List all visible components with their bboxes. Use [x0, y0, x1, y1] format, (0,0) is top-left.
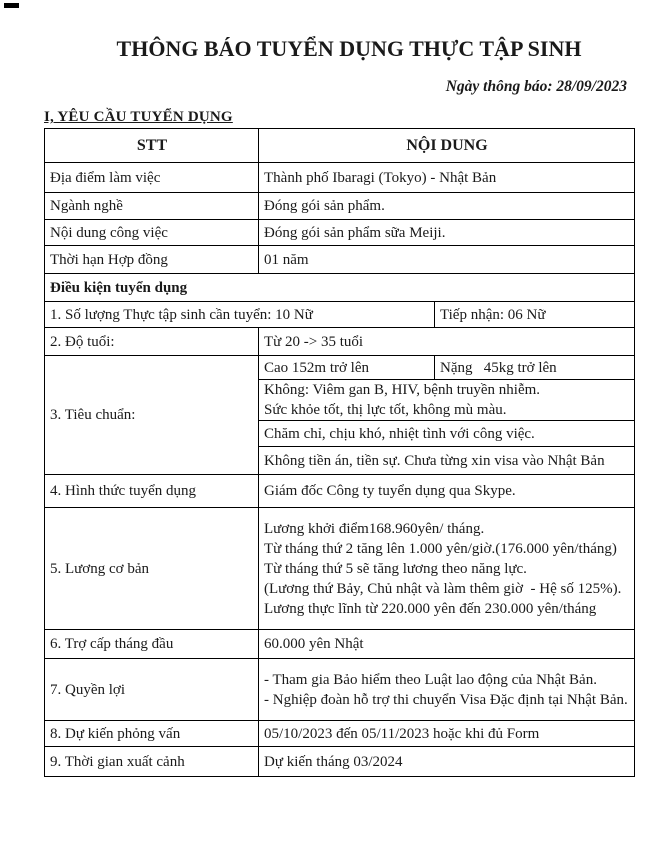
quyen-loi-line-1: - Tham gia Bảo hiểm theo Luật lao động của Nhật Bản.	[264, 671, 597, 688]
luong-line-5: Lương thực lĩnh từ 220.000 yên đến 230.000 yên/tháng	[264, 600, 597, 617]
row-value-luong	[259, 508, 635, 630]
quyen-loi-line-2: - Nghiệp đoàn hỗ trợ thi chuyển Visa Đặc định tại Nhật Bản.	[264, 691, 628, 708]
row-label-tieu-chuan: 3. Tiêu chuẩn:	[45, 356, 259, 475]
row-value-tien-an: Không tiền án, tiền sự. Chưa từng xin visa vào Nhật Bản	[259, 447, 635, 475]
row-value-dia-diem: Thành phố Ibaragi (Tokyo) - Nhật Bản	[259, 163, 635, 193]
row-label-so-luong: 1. Số lượng Thực tập sinh cần tuyển: 10 Nữ	[45, 302, 435, 328]
row-label-luong: 5. Lương cơ bản	[45, 508, 259, 630]
table-row	[45, 508, 635, 630]
section-heading-requirements: I, YÊU CẦU TUYỂN DỤNG	[44, 109, 233, 125]
table-row	[45, 747, 635, 777]
table-row	[45, 659, 635, 721]
row-value-cham-chi: Chăm chỉ, chịu khó, nhiệt tình với công việc.	[259, 421, 635, 447]
table-row	[45, 721, 635, 747]
table-row	[45, 475, 635, 508]
row-value-do-tuoi: Từ 20 -> 35 tuổi	[259, 328, 635, 356]
table-row	[45, 193, 635, 220]
row-value-noi-dung-cong-viec: Đóng gói sản phẩm sữa Meiji.	[259, 220, 635, 246]
luong-line-1: Lương khởi điểm168.960yên/ tháng.	[264, 520, 485, 537]
table-header-row	[45, 129, 635, 163]
row-label-hinh-thuc: 4. Hình thức tuyển dụng	[45, 475, 259, 508]
table-row	[45, 163, 635, 193]
luong-line-2: Từ tháng thứ 2 tăng lên 1.000 yên/giờ.(176.000 yên/tháng)	[264, 540, 617, 557]
table-row	[45, 220, 635, 246]
row-value-quyen-loi	[259, 659, 635, 721]
row-value-thoi-han: 01 năm	[259, 246, 635, 274]
suc-khoe-line-1: Không: Viêm gan B, HIV, bệnh truyền nhiễm.	[264, 382, 541, 398]
row-value-nganh-nghe: Đóng gói sản phẩm.	[259, 193, 635, 220]
row-value-suc-khoe	[259, 380, 635, 421]
subsection-dieu-kien: Điều kiện tuyển dụng	[45, 274, 635, 302]
recruitment-announcement-document	[44, 0, 634, 777]
row-value-hinh-thuc: Giám đốc Công ty tuyển dụng qua Skype.	[259, 475, 635, 508]
requirements-table	[44, 128, 635, 777]
scanner-artifact-mark	[4, 3, 19, 8]
row-label-tro-cap: 6. Trợ cấp tháng đầu	[45, 630, 259, 659]
table-row	[45, 246, 635, 274]
row-label-dia-diem: Địa điểm làm việc	[45, 163, 259, 193]
row-value-tro-cap: 60.000 yên Nhật	[259, 630, 635, 659]
document-title: THÔNG BÁO TUYỂN DỤNG THỰC TẬP SINH	[116, 36, 582, 61]
table-row	[45, 630, 635, 659]
header-cell-noi-dung: NỘI DUNG	[259, 129, 635, 163]
row-label-thoi-han: Thời hạn Hợp đồng	[45, 246, 259, 274]
row-value-phong-van: 05/10/2023 đến 05/11/2023 hoặc khi đủ Form	[259, 721, 635, 747]
table-row	[45, 302, 635, 328]
suc-khoe-line-2: Sức khỏe tốt, thị lực tốt, không mù màu.	[264, 402, 507, 418]
row-value-cao: Cao 152m trở lên	[259, 356, 435, 380]
table-row	[45, 356, 635, 380]
row-label-phong-van: 8. Dự kiến phỏng vấn	[45, 721, 259, 747]
row-value-nang: Nặng 45kg trở lên	[435, 356, 635, 380]
row-label-nganh-nghe: Ngành nghề	[45, 193, 259, 220]
table-row	[45, 328, 635, 356]
row-value-xuat-canh: Dự kiến tháng 03/2024	[259, 747, 635, 777]
row-label-quyen-loi: 7. Quyền lợi	[45, 659, 259, 721]
row-label-do-tuoi: 2. Độ tuổi:	[45, 328, 259, 356]
header-cell-stt: STT	[45, 129, 259, 163]
table-row	[45, 274, 635, 302]
row-value-tiep-nhan: Tiếp nhận: 06 Nữ	[435, 302, 635, 328]
luong-line-4: (Lương thứ Bảy, Chủ nhật và làm thêm giờ - Hệ số 125%).	[264, 580, 622, 597]
row-label-noi-dung-cong-viec: Nội dung công việc	[45, 220, 259, 246]
row-label-xuat-canh: 9. Thời gian xuất cảnh	[45, 747, 259, 777]
announcement-date: Ngày thông báo: 28/09/2023	[445, 78, 627, 95]
luong-line-3: Từ tháng thứ 5 sẽ tăng lương theo năng lực.	[264, 560, 527, 577]
